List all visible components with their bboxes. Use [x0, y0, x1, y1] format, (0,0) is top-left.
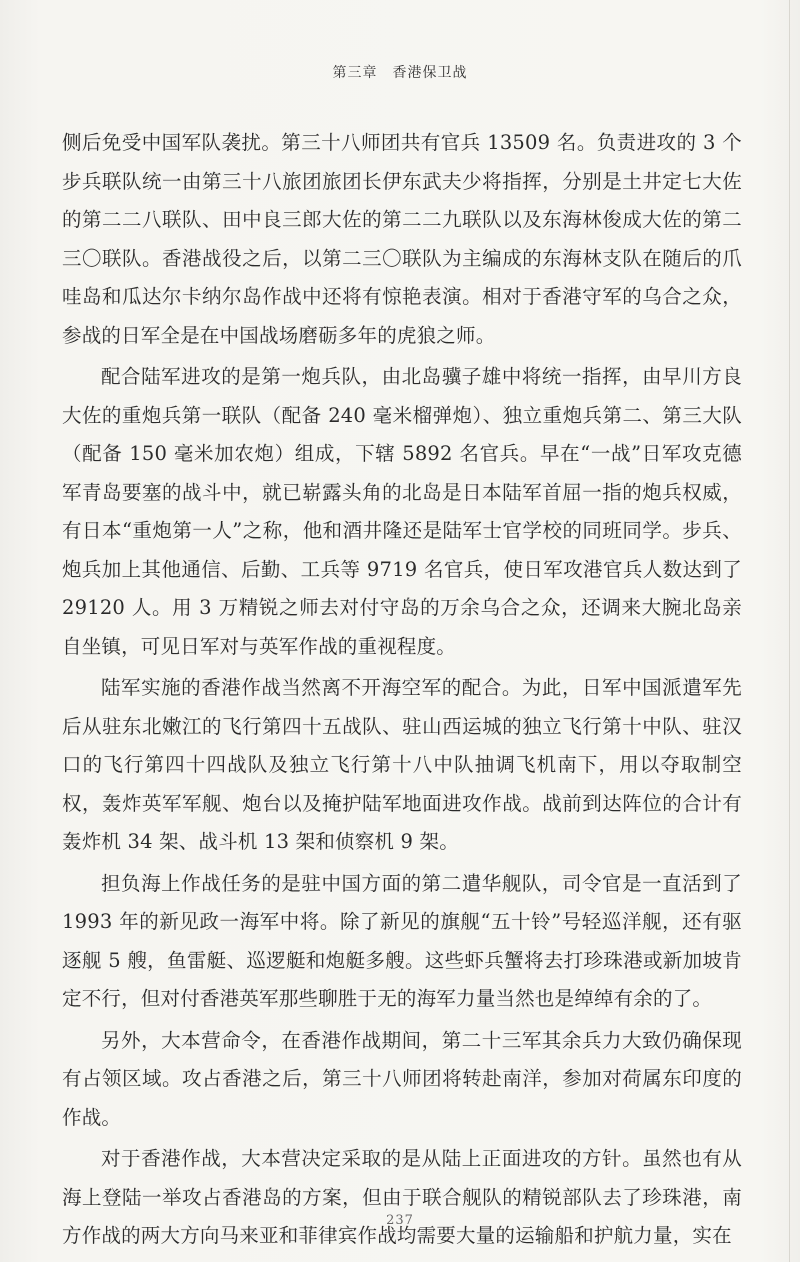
paragraph: 另外，大本营命令，在香港作战期间，第二十三军其余兵力大致仍确保现有占领区域。攻占香港之后，第三十八师团将转赴南洋，参加对荷属东印度的作战。	[62, 1028, 742, 1129]
paragraph: 配合陆军进攻的是第一炮兵队，由北岛骥子雄中将统一指挥，由早川方良大佐的重炮兵第一联队（配备 240 毫米榴弹炮）、独立重炮兵第二、第三大队（配备 150 毫米加农炮）组成，下辖 5892 名官兵。早在“一战”日军攻克德军青岛要塞的战斗中，就已崭露头角的北岛是日本陆军首屈一指的炮兵权威，有日本“重炮第一人”之称，他和酒井隆还是陆军士官学校的同班同学。步兵、炮兵加上其他通信、后勤、工兵等 9719 名官兵，使日军攻港官兵人数达到了 29120 人。用 3 万精锐之师去对付守岛的万余乌合之众，还调来大腕北岛亲自坐镇，可见日军对与英军作战的重视程度。	[62, 365, 742, 658]
running-head: 第三章 香港保卫战	[332, 65, 468, 81]
paragraph: 陆军实施的香港作战当然离不开海空军的配合。为此，日军中国派遣军先后从驻东北嫩江的飞行第四十五战队、驻山西运城的独立飞行第十中队、驻汉口的飞行第四十四战队及独立飞行第十八中队抽调飞机南下，用以夺取制空权，轰炸英军军舰、炮台以及掩护陆军地面进攻作战。战前到达阵位的合计有轰炸机 34 架、战斗机 13 架和侦察机 9 架。	[62, 676, 742, 853]
paragraph: 对于香港作战，大本营决定采取的是从陆上正面进攻的方针。虽然也有从海上登陆一举攻占香港岛的方案，但由于联合舰队的精锐部队去了珍珠港，南方作战的两大方向马来亚和菲律宾作战均需要大量的运输船和护航力量，实在	[62, 1147, 742, 1247]
body-text	[62, 124, 742, 1259]
paragraph-continued: 侧后免受中国军队袭扰。第三十八师团共有官兵 13509 名。负责进攻的 3 个步兵联队统一由第三十八旅团旅团长伊东武夫少将指挥，分别是土井定七大佐的第二二八联队、田中良三郎大佐的第二二九联队以及东海林俊成大佐的第二三〇联队。香港战役之后，以第二三〇联队为主编成的东海林支队在随后的爪哇岛和瓜达尔卡纳尔岛作战中还将有惊艳表演。相对于香港守军的乌合之众，参战的日军全是在中国战场磨砺多年的虎狼之师。	[62, 131, 742, 347]
paragraph: 担负海上作战任务的是驻中国方面的第二遣华舰队，司令官是一直活到了 1993 年的新见政一海军中将。除了新见的旗舰“五十铃”号轻巡洋舰，还有驱逐舰 5 艘，鱼雷艇、巡逻艇和炮艇多艘。这些虾兵蟹将去打珍珠港或新加坡肯定不行，但对付香港英军那些聊胜于无的海军力量当然也是绰绰有余的了。	[62, 871, 742, 1010]
page-edge-divider	[789, 0, 790, 1262]
page-number: 237	[386, 1213, 414, 1228]
